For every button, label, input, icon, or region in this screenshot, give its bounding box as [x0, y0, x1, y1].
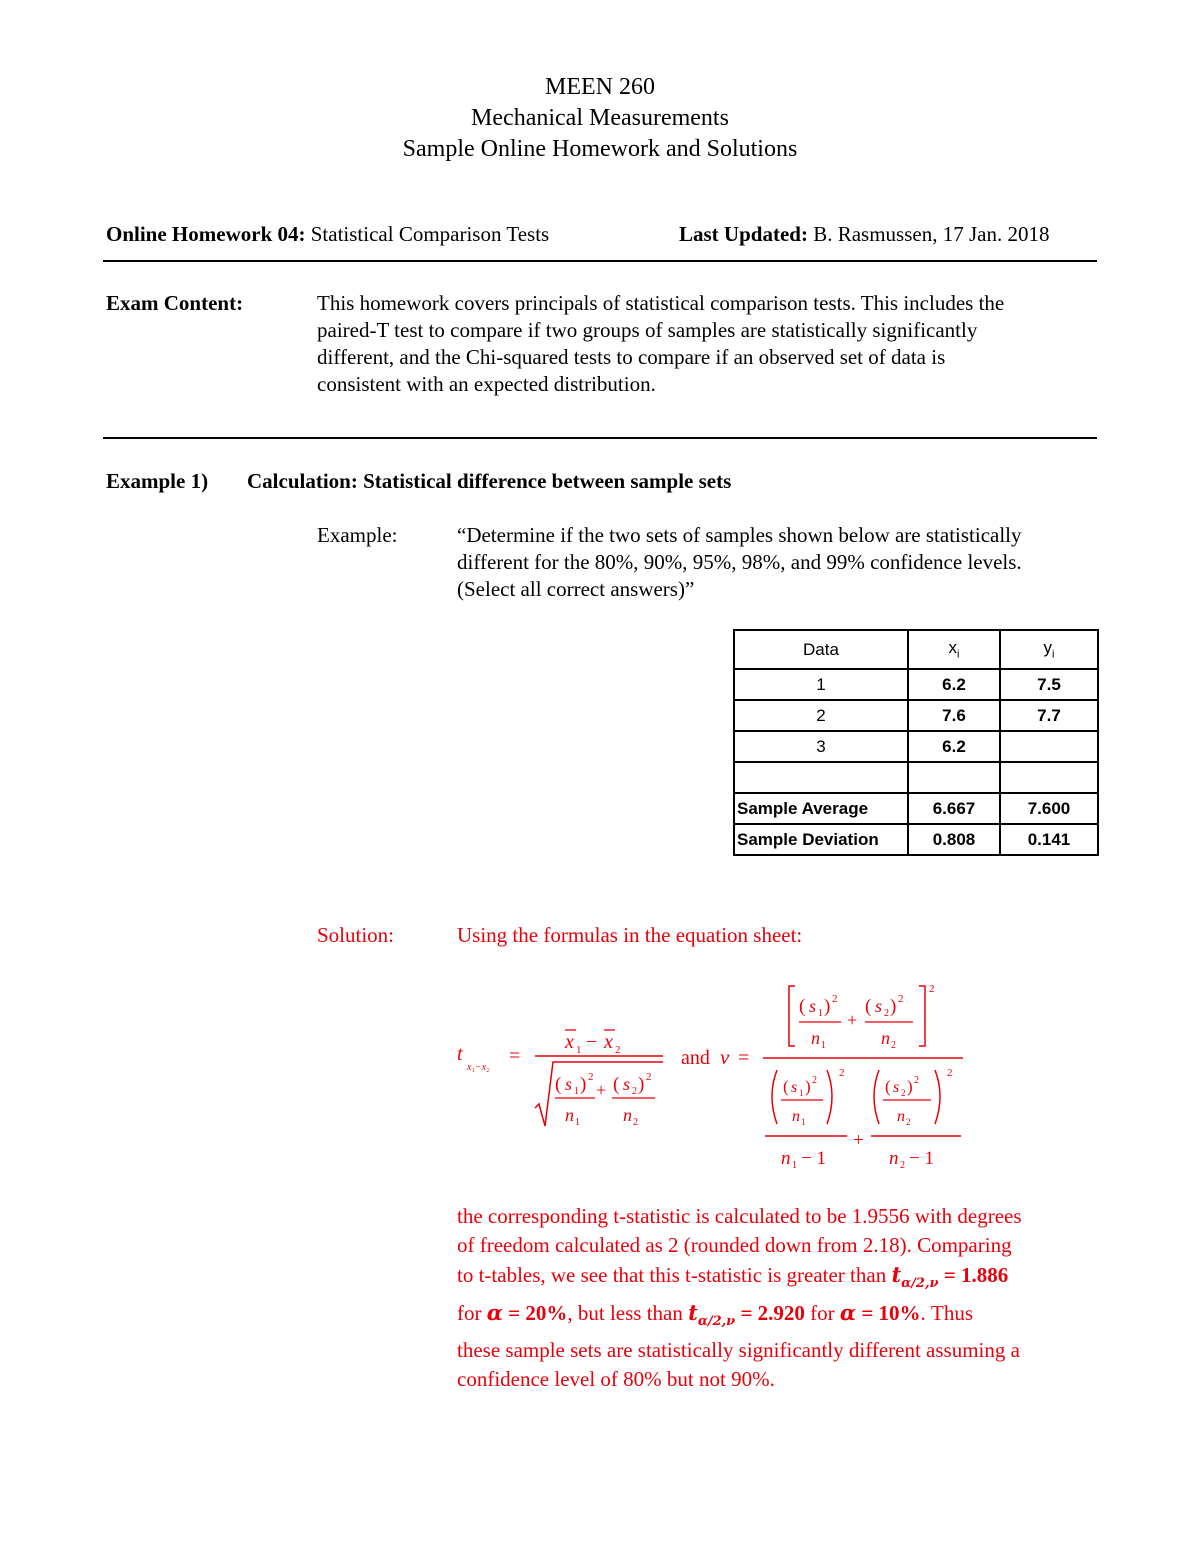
course-name: Mechanical Measurements — [471, 105, 729, 131]
svg-text:ν: ν — [720, 1045, 730, 1069]
table-row — [734, 731, 1098, 762]
svg-text:(: ( — [613, 1074, 620, 1095]
exam-content-label: Exam Content: — [106, 291, 244, 315]
divider — [103, 437, 1097, 439]
svg-text:2: 2 — [812, 1075, 817, 1086]
homework-title — [106, 221, 549, 248]
svg-text:s: s — [565, 1074, 573, 1094]
exam-line: consistent with an expected distribution. — [317, 372, 656, 396]
svg-text:+: + — [847, 1010, 858, 1030]
table-header-x: $x_i$ — [908, 630, 1000, 669]
svg-text:s: s — [791, 1079, 798, 1096]
svg-text:t: t — [457, 1043, 463, 1065]
svg-text:2: 2 — [588, 1071, 594, 1083]
svg-text:2: 2 — [839, 1067, 845, 1079]
svg-text:(: ( — [865, 996, 872, 1017]
svg-text:): ) — [907, 1077, 913, 1096]
table-header-data: Data — [734, 630, 908, 669]
svg-text:s: s — [875, 996, 883, 1016]
table-cell: 6.667 — [908, 793, 1000, 824]
svg-text:2: 2 — [633, 1117, 638, 1128]
svg-text:x: x — [604, 1031, 613, 1053]
table-header-y: $y_i$ — [1000, 630, 1098, 669]
table-cell: 6.2 — [908, 731, 1000, 762]
prompt-line: (Select all correct answers)” — [457, 577, 695, 601]
svg-text:s: s — [893, 1079, 900, 1096]
svg-text:(: ( — [555, 1074, 562, 1095]
solution-line: for α = 20%, but less than $t_{\alpha/2,\nu} = 2.920$ for α = 10%. Thus — [457, 1300, 974, 1330]
last-updated-value: B. Rasmussen, 17 Jan. 2018 — [807, 222, 1050, 246]
table-cell: 1 — [734, 669, 908, 700]
svg-text:1: 1 — [574, 1086, 579, 1097]
last-updated — [679, 221, 1049, 248]
svg-text:+: + — [596, 1080, 607, 1100]
solution-line: confidence level of 80% but not 90%. — [457, 1367, 775, 1392]
solution-line: to t-tables, we see that this t-statistic is greater than $t_{\alpha/2,\nu} = 1.886$ — [457, 1262, 1009, 1292]
svg-text:(: ( — [799, 996, 806, 1017]
svg-text:2: 2 — [832, 993, 838, 1005]
svg-text:n: n — [792, 1108, 800, 1125]
svg-text:n: n — [811, 1028, 820, 1048]
solution-label: Solution: — [317, 923, 395, 947]
solution-line: of freedom calculated as 2 (rounded down from 2.18). Comparing — [457, 1233, 1012, 1257]
exam-line: This homework covers principals of statistical comparison tests. This includes the — [317, 291, 1005, 315]
svg-text:2: 2 — [906, 1117, 911, 1127]
svg-text:2: 2 — [898, 993, 904, 1005]
homework-label: Online Homework 04: — [106, 222, 306, 246]
svg-text:1: 1 — [576, 1044, 582, 1056]
table-cell: 0.808 — [908, 824, 1000, 855]
table-cell — [908, 762, 1000, 793]
svg-text:− 1: − 1 — [909, 1148, 934, 1169]
svg-text:(: ( — [783, 1077, 789, 1096]
table-cell: 7.6 — [908, 700, 1000, 731]
svg-text:=: = — [738, 1047, 750, 1069]
svg-text:2: 2 — [646, 1071, 652, 1083]
svg-text:s: s — [809, 996, 817, 1016]
svg-text:n: n — [623, 1105, 632, 1125]
svg-text:n: n — [781, 1148, 791, 1169]
svg-text:2: 2 — [900, 1160, 905, 1171]
svg-text:): ) — [638, 1074, 645, 1095]
formula-image — [455, 978, 975, 1178]
svg-text:1: 1 — [792, 1160, 797, 1171]
svg-text:2: 2 — [632, 1086, 637, 1097]
table-cell — [1000, 762, 1098, 793]
svg-text:2: 2 — [884, 1008, 889, 1019]
table-header-row — [734, 630, 1098, 669]
exam-line: different, and the Chi-squared tests to compare if an observed set of data is — [317, 345, 946, 369]
last-updated-label: Last Updated: — [679, 222, 808, 246]
divider — [103, 260, 1097, 262]
svg-text:n: n — [889, 1148, 899, 1169]
svg-text:(: ( — [885, 1077, 891, 1096]
prompt-line: different for the 80%, 90%, 95%, 98%, and 99% confidence levels. — [457, 550, 1022, 574]
svg-text:2: 2 — [615, 1044, 621, 1056]
svg-text:n: n — [897, 1108, 905, 1125]
table-cell: 0.141 — [1000, 824, 1098, 855]
example-prompt — [457, 522, 1157, 603]
course-code: MEEN 260 — [545, 74, 655, 100]
example-prompt-label: Example: — [317, 523, 398, 547]
svg-text:2: 2 — [929, 983, 935, 995]
svg-text:x₁−x₂: x₁−x₂ — [467, 1062, 490, 1073]
svg-text:2: 2 — [914, 1075, 919, 1086]
svg-text:n: n — [565, 1105, 574, 1125]
svg-text:1: 1 — [818, 1008, 823, 1019]
table-cell: Sample Average — [734, 793, 908, 824]
table-cell: 6.2 — [908, 669, 1000, 700]
table-row — [734, 669, 1098, 700]
exam-line: paired-T test to compare if two groups of samples are statistically significantly — [317, 318, 978, 342]
svg-text:): ) — [580, 1074, 587, 1095]
table-cell: 3 — [734, 731, 908, 762]
svg-text:−: − — [586, 1031, 598, 1053]
svg-text:1: 1 — [801, 1117, 806, 1127]
table-cell: 7.5 — [1000, 669, 1098, 700]
solution-line: the corresponding t-statistic is calculated to be 1.9556 with degrees — [457, 1204, 1022, 1228]
table-cell — [1000, 731, 1098, 762]
table-cell: 2 — [734, 700, 908, 731]
formula-and: and — [681, 1047, 710, 1069]
svg-text:n: n — [881, 1028, 890, 1048]
svg-text:1: 1 — [575, 1117, 580, 1128]
svg-text:2: 2 — [891, 1040, 896, 1051]
solution-text — [457, 1202, 1157, 1394]
table-cell — [734, 762, 908, 793]
solution-intro: Using the formulas in the equation sheet: — [457, 923, 803, 947]
svg-text:2: 2 — [901, 1088, 906, 1098]
example-heading: Calculation: Statistical difference between sample sets — [247, 469, 732, 493]
svg-text:=: = — [509, 1045, 521, 1067]
sample-data-table — [733, 629, 1099, 856]
svg-text:− 1: − 1 — [801, 1148, 826, 1169]
exam-content-text — [317, 290, 1107, 398]
table-cell: 7.600 — [1000, 793, 1098, 824]
table-row-deviation — [734, 824, 1098, 855]
table-row-average — [734, 793, 1098, 824]
solution-line: these sample sets are statistically significantly different assuming a — [457, 1338, 1020, 1363]
prompt-line: “Determine if the two sets of samples shown below are statistically — [457, 523, 1022, 547]
svg-text:2: 2 — [947, 1067, 953, 1079]
svg-text:): ) — [890, 996, 897, 1017]
table-row — [734, 762, 1098, 793]
svg-text:1: 1 — [821, 1040, 826, 1051]
svg-text:x: x — [565, 1031, 574, 1053]
table-cell: Sample Deviation — [734, 824, 908, 855]
example-number: Example 1) — [106, 469, 209, 493]
svg-text:): ) — [805, 1077, 811, 1096]
document-title: Sample Online Homework and Solutions — [402, 136, 798, 162]
table-row — [734, 700, 1098, 731]
svg-text:): ) — [824, 996, 831, 1017]
homework-value: Statistical Comparison Tests — [305, 222, 550, 246]
svg-text:+: + — [853, 1130, 864, 1151]
table-cell: 7.7 — [1000, 700, 1098, 731]
svg-text:1: 1 — [799, 1088, 804, 1098]
svg-text:s: s — [623, 1074, 631, 1094]
